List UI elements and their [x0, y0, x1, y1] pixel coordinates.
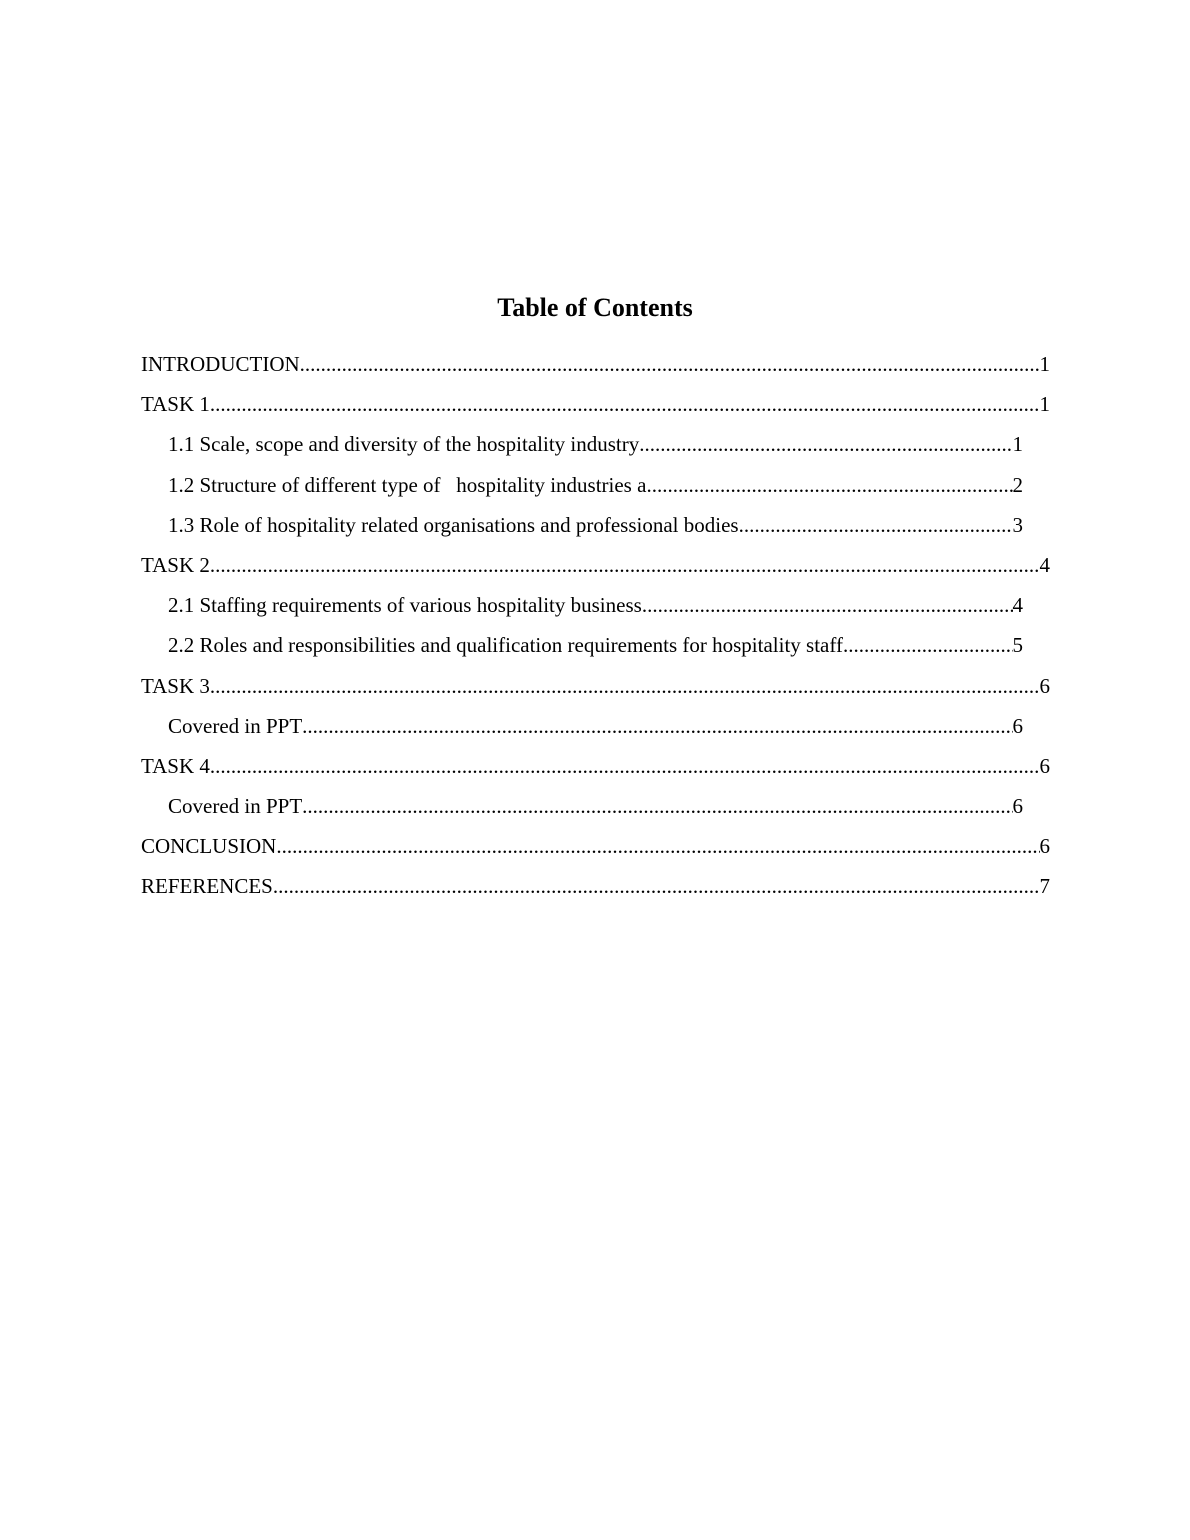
toc-entry-text: TASK 1: [141, 392, 210, 417]
toc-title: Table of Contents: [497, 293, 693, 322]
toc-entry-task-3-ppt[interactable]: [0, 706, 1023, 746]
toc-entry-text: TASK 2: [141, 552, 210, 577]
toc-entry-1-2[interactable]: [0, 465, 1023, 505]
toc-entry-introduction[interactable]: [0, 344, 1050, 384]
dot-leader: [739, 505, 1013, 545]
toc-entry-text: 2.2 Roles and responsibilities and qualification requirements for hospitality staff: [168, 633, 843, 658]
toc-page-number: 4: [1039, 552, 1050, 577]
toc-page-number: 1: [1012, 432, 1023, 457]
toc-entry-text: 2.1 Staffing requirements of various hospitality business: [168, 593, 642, 618]
toc-entry-task-4[interactable]: [0, 746, 1050, 786]
toc-page-number: 6: [1039, 673, 1050, 698]
toc-entry-text: 1.1 Scale, scope and diversity of the hospitality industry: [168, 432, 640, 457]
toc-page-number: 6: [1012, 713, 1023, 738]
dot-leader: [302, 706, 1012, 746]
toc-page-number: 1: [1039, 352, 1050, 376]
toc-page-number: 5: [1012, 633, 1023, 658]
dot-leader: [302, 786, 1012, 826]
toc-entry-text: 1.3 Role of hospitality related organisations and professional bodies: [168, 512, 739, 537]
toc-entry-text: REFERENCES: [141, 874, 273, 899]
toc-entry-text: CONCLUSION: [141, 834, 277, 859]
toc-page-number: 1: [1039, 392, 1050, 417]
dot-leader: [210, 545, 1040, 585]
toc-page-number: 6: [1012, 794, 1023, 819]
toc-entry-text: Covered in PPT: [168, 794, 303, 819]
dot-leader: [300, 344, 1040, 384]
toc-page-number: 7: [1039, 874, 1050, 899]
toc-entry-text: TASK 4: [141, 753, 210, 778]
toc-entry-task-3[interactable]: [0, 666, 1050, 706]
dot-leader: [843, 625, 1013, 665]
toc-page-number: 6: [1039, 753, 1050, 778]
toc-entry-2-2[interactable]: [0, 625, 1023, 665]
toc-entry-task-2[interactable]: [0, 545, 1050, 585]
toc-list: [0, 344, 1190, 907]
dot-leader: [210, 384, 1040, 424]
dot-leader: [210, 746, 1040, 786]
toc-entry-text: TASK 3: [141, 673, 210, 698]
dot-leader: [639, 424, 1012, 464]
toc-entry-references[interactable]: [0, 866, 1050, 906]
toc-page-number: 3: [1012, 512, 1023, 537]
toc-page-number: 2: [1012, 472, 1023, 497]
toc-page-number: 6: [1039, 834, 1050, 859]
dot-leader: [273, 866, 1040, 906]
toc-entry-conclusion[interactable]: [0, 826, 1050, 866]
dot-leader: [646, 465, 1012, 505]
toc-entry-task-1[interactable]: [0, 384, 1050, 424]
dot-leader: [276, 826, 1039, 866]
toc-entry-2-1[interactable]: [0, 585, 1023, 625]
toc-entry-text: INTRODUCTION: [141, 352, 300, 376]
dot-leader: [642, 585, 1013, 625]
dot-leader: [210, 666, 1040, 706]
toc-entry-text: Covered in PPT: [168, 713, 303, 738]
toc-entry-1-3[interactable]: [0, 505, 1023, 545]
toc-entry-task-4-ppt[interactable]: [0, 786, 1023, 826]
toc-entry-text: 1.2 Structure of different type of hospitality industries a: [168, 472, 647, 497]
toc-page-number: 4: [1012, 593, 1023, 618]
toc-entry-1-1[interactable]: [0, 424, 1023, 464]
